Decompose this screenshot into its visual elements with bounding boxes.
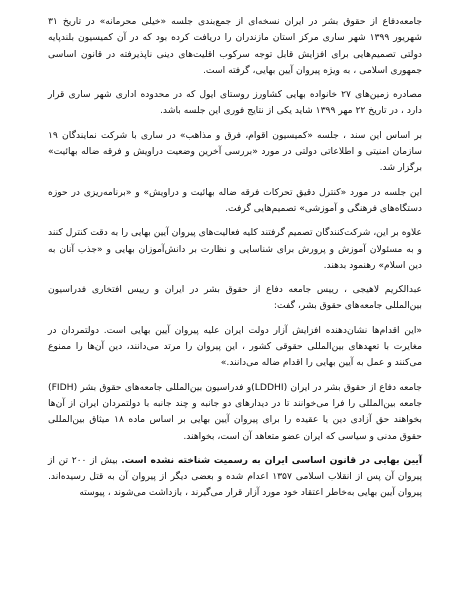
paragraph-meeting: بر اساس این سند ، جلسه «کمیسیون اقوام، فرق و مذاهب» در ساری با شرکت نمایندگان ۱۹ سازمان امنیتی و اطلاعاتی دولتی در مورد «بررسی آخرین وضعیت دراویش و فرقه ضاله بهائیت» برگزار شد.: [48, 129, 422, 174]
paragraph-decisions: این جلسه در مورد «کنترل دقیق تحرکات فرقه ضاله بهائیت و دراویش» و «برنامه‌ریزی در حوزه دستگاه‌های فرهنگی و آموزشی» تصمیم‌هایی گرفت.: [48, 186, 422, 214]
paragraph-land-seizure: مصادره زمین‌های ۲۷ خانواده بهایی کشاورز روستای ایول که در محدوده اداری شهر ساری قرار دارد ، در تاریخ ۲۲ مهر ۱۳۹۹ شاید یکی از نتایج فوری این جلسه باشد.: [48, 89, 422, 117]
bold-lead-sentence: آیین بهایی در قانون اساسی ایران به رسمیت شناخته نشده است.: [121, 454, 422, 466]
paragraph-intro: جامعه‌دفاع از حقوق بشر در ایران نسخه‌ای از جمع‌بندی جلسه «خیلی محرمانه» در تاریخ ۳۱ شهریور ۱۳۹۹ شهر ساری مرکز استان مازندران را دریافت کرده بود که در آن کمیسیون بلندپایه دولتی تصمیم‌هایی برای افزایش قابل توجه سرکوب اقلیت‌های دینی ناپذیرفته در قانون اساسی جمهوری اسلامی ، به ویژه پیروان آیین بهایی، گرفته است.: [48, 16, 422, 76]
paragraph-lahiji-intro: عبدالکریم لاهیجی ، رییس جامعه دفاع از حقوق بشر در ایران و رییس افتخاری فدراسیون بین‌المللی جامعه‌های حقوق بشر، گفت:: [48, 284, 422, 312]
paragraph-participants: علاوه بر این، شرکت‌کنندگان تصمیم گرفتند کلیه فعالیت‌های پیروان آیین بهایی را به دقت کنترل کنند و به مسئولان آموزش و پرورش برای شناسایی و نظارت بر دانش‌آموزان بهایی و «جذب آنان به دین اسلام» رهنمود بدهند.: [48, 227, 422, 271]
paragraph-not-recognized: [48, 453, 422, 502]
paragraph-continuation: بیش از ۲۰۰ تن از پیروان آن پس از انقلاب اسلامی ۱۳۵۷ اعدام شده و بعضی دیگر از پیروان آن به قتل رسیده‌اند. پیروان آیین بهایی به‌خاطر اعتقاد خود مورد آزار قرار می‌گیرند ، بازداشت می‌شوند ، پیوسته: [48, 454, 423, 499]
document-body: [48, 14, 422, 502]
paragraph-lahiji-quote: «این اقدام‌ها نشان‌دهنده افزایش آزار دولت ایران علیه پیروان آیین بهایی است. دولتمردان در مغایرت با تعهدهای بین‌المللی حقوقی کشور ، این پیروان را مرتد می‌دانند، دین آن‌ها را ممنوع می‌کنند و عمل به آیین بهایی را اقدام ضاله می‌دانند.»: [48, 324, 422, 369]
paragraph-ldddhi-fidh: جامعه دفاع از حقوق بشر در ایران (LDDHI)و فدراسیون بین‌المللی جامعه‌های حقوق بشر (FIDH) جامعه بین‌المللی را فرا می‌خوانند تا در دیدارهای دو جانبه و چند جانبه با دولتمردان ایران از آن‌ها بخواهند حق آزادی دین یا عقیده را برای پیروان آیین بهایی بر اساس ماده ۱۸ میثاق بین‌المللی حقوق مدنی و سیاسی که ایران عضو متعاهد آن است، بخواهند.: [48, 381, 422, 442]
